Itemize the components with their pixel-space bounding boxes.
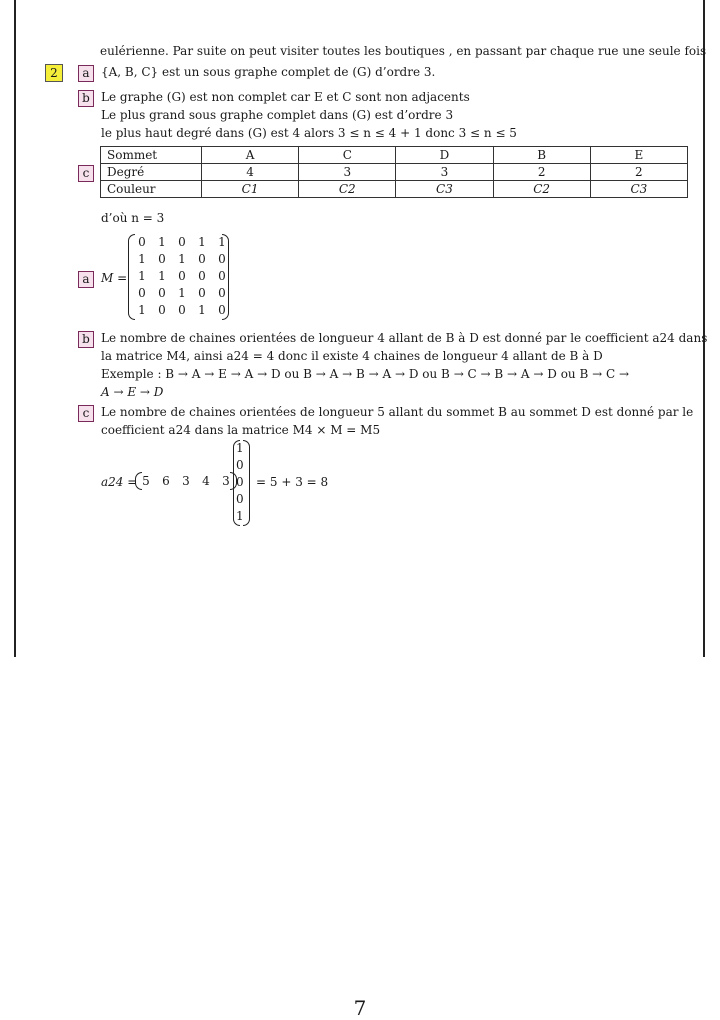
column-vector-cell: 0: [236, 475, 244, 489]
conclusion-n: d’où n = 3: [101, 211, 165, 225]
matrix-cell: 0: [158, 286, 166, 300]
table-cell: Sommet: [101, 147, 202, 164]
table-cell: E: [590, 147, 687, 164]
column-vector-cell: 0: [236, 492, 244, 506]
question-label-b: b: [78, 331, 94, 348]
matrix-cell: 0: [218, 269, 226, 283]
matrix-cell: 0: [158, 252, 166, 266]
line-eulerian: eulérienne. Par suite on peut visiter toutes les boutiques , en passant par chaque rue une seule fois: [100, 44, 707, 58]
answer-2b-line2: Le plus grand sous graphe complet dans (G) est d’ordre 3: [101, 108, 454, 122]
vector-cell: 3: [222, 474, 230, 488]
question-label-b: b: [78, 90, 94, 107]
table-cell: C3: [396, 181, 493, 198]
column-vector-cell: 1: [236, 441, 244, 455]
answer-2b-line3: le plus haut degré dans (G) est 4 alors 3 ≤ n ≤ 4 + 1 donc 3 ≤ n ≤ 5: [101, 126, 517, 140]
matrix-cell: 0: [158, 303, 166, 317]
table-cell: C2: [299, 181, 396, 198]
column-vector-right-paren: [243, 440, 250, 526]
table-cell: C: [299, 147, 396, 164]
matrix-cell: 0: [178, 269, 186, 283]
column-vector-cell: 0: [236, 458, 244, 472]
matrix-cell: 1: [178, 252, 186, 266]
table-cell: 2: [493, 164, 590, 181]
page-number: 7: [353, 996, 367, 1020]
matrix-cell: 0: [218, 286, 226, 300]
row-vector: [136, 474, 236, 488]
table-row: [101, 164, 688, 181]
table-cell: 3: [396, 164, 493, 181]
table-cell: C3: [590, 181, 687, 198]
matrix-cell: 0: [178, 303, 186, 317]
table-cell: 3: [299, 164, 396, 181]
table-cell: A: [202, 147, 299, 164]
table-row: [101, 147, 688, 164]
calc-result: = 5 + 3 = 8: [256, 475, 329, 489]
matrix-cell: 1: [198, 235, 206, 249]
vector-cell: 3: [182, 474, 190, 488]
matrix-cell: 0: [218, 303, 226, 317]
answer-3c-line2: coefficient a24 dans la matrice M4 × M = M5: [101, 423, 381, 437]
question-label-c: c: [78, 165, 94, 182]
table-cell: 4: [202, 164, 299, 181]
matrix-cell: 1: [138, 269, 146, 283]
matrix-row: [132, 303, 232, 317]
matrix-cell: 0: [198, 252, 206, 266]
answer-3b-line4: A → E → D: [101, 385, 164, 399]
vector-cell: 4: [202, 474, 210, 488]
matrix-cell: 1: [158, 235, 166, 249]
answer-3b-line2: la matrice M4, ainsi a24 = 4 donc il existe 4 chaines de longueur 4 allant de B à D: [101, 349, 603, 363]
vector-cell: 6: [162, 474, 170, 488]
table-cell: Couleur: [101, 181, 202, 198]
table-cell: D: [396, 147, 493, 164]
calc-lhs: a24 =: [101, 475, 138, 489]
matrix-cell: 0: [178, 235, 186, 249]
coloring-table: [100, 146, 688, 198]
matrix-cell: 1: [178, 286, 186, 300]
answer-2b-line1: Le graphe (G) est non complet car E et C sont non adjacents: [101, 90, 470, 104]
table-cell: 2: [590, 164, 687, 181]
table-cell: C2: [493, 181, 590, 198]
matrix-row: [132, 252, 232, 266]
matrix-row: [132, 269, 232, 283]
vector-cell: 5: [142, 474, 150, 488]
answer-3b-line1: Le nombre de chaines orientées de longueur 4 allant de B à D est donné par le coefficient a24 dans: [101, 331, 708, 345]
exercise-number-badge: 2: [45, 64, 63, 82]
question-label-a: a: [78, 271, 94, 288]
question-label-c: c: [78, 405, 94, 422]
answer-3c-line1: Le nombre de chaines orientées de longueur 5 allant du sommet B au sommet D est donné par le: [101, 405, 694, 419]
matrix-label: M =: [101, 271, 128, 285]
matrix-cell: 0: [218, 252, 226, 266]
question-label-a: a: [78, 65, 94, 82]
matrix-cell: 0: [198, 286, 206, 300]
matrix-cell: 1: [218, 235, 226, 249]
matrix-cell: 1: [158, 269, 166, 283]
matrix-row: [132, 286, 232, 300]
answer-3b-line3: Exemple : B → A → E → A → D ou B → A → B → A → D ou B → C → B → A → D ou B → C →: [101, 367, 630, 381]
matrix-cell: 0: [198, 269, 206, 283]
table-row: [101, 181, 688, 198]
matrix-row: [132, 235, 232, 249]
right-margin-rule: [703, 0, 705, 657]
matrix-cell: 1: [138, 303, 146, 317]
matrix-cell: 0: [138, 235, 146, 249]
table-cell: B: [493, 147, 590, 164]
matrix-cell: 1: [138, 252, 146, 266]
left-margin-rule: [14, 0, 16, 657]
matrix-cell: 1: [198, 303, 206, 317]
answer-2a: {A, B, C} est un sous graphe complet de (G) d’ordre 3.: [101, 65, 436, 79]
matrix-cell: 0: [138, 286, 146, 300]
table-cell: C1: [202, 181, 299, 198]
column-vector-cell: 1: [236, 509, 244, 523]
table-cell: Degré: [101, 164, 202, 181]
